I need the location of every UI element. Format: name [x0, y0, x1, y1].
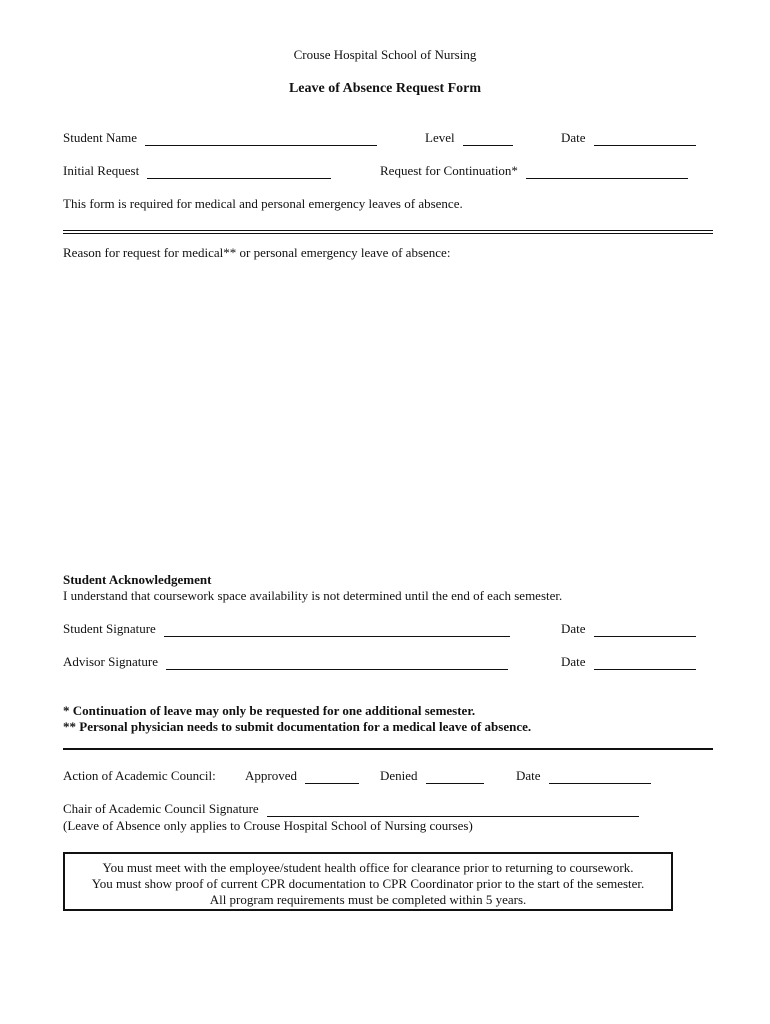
- council-action-label: Action of Academic Council:: [63, 768, 216, 783]
- acknowledgement-heading: Student Acknowledgement: [63, 572, 212, 587]
- intro-text: This form is required for medical and personal emergency leaves of absence.: [63, 196, 463, 211]
- institution-name: Crouse Hospital School of Nursing: [293, 47, 477, 62]
- advisor-signature-date-label: Date: [561, 654, 586, 669]
- approved-field[interactable]: [245, 768, 359, 784]
- student-signature-date-line[interactable]: [594, 624, 696, 637]
- advisor-signature-date-line[interactable]: [594, 657, 696, 670]
- date-label: Date: [561, 130, 586, 145]
- continuation-field[interactable]: [380, 163, 688, 179]
- denied-field[interactable]: [380, 768, 484, 784]
- student-signature-field[interactable]: [63, 621, 510, 637]
- date-line[interactable]: [594, 133, 696, 146]
- student-name-line[interactable]: [145, 133, 377, 146]
- notice-line-cpr: You must show proof of current CPR documentation to CPR Coordinator prior to the start of the semester.: [91, 876, 645, 891]
- chair-signature-line[interactable]: [267, 804, 639, 817]
- date-field[interactable]: [561, 130, 696, 146]
- student-signature-label: Student Signature: [63, 621, 156, 636]
- advisor-signature-line[interactable]: [166, 657, 508, 670]
- level-field[interactable]: [425, 130, 513, 146]
- advisor-signature-label: Advisor Signature: [63, 654, 158, 669]
- continuation-note: * Continuation of leave may only be requested for one additional semester.: [63, 703, 476, 718]
- acknowledgement-text: I understand that coursework space availability is not determined until the end of each semester.: [63, 588, 563, 603]
- student-signature-date-field[interactable]: [561, 621, 696, 637]
- student-name-label: Student Name: [63, 130, 138, 145]
- form-title: Leave of Absence Request Form: [288, 81, 482, 96]
- section-divider: [63, 230, 713, 234]
- denied-label: Denied: [380, 768, 418, 783]
- approved-line[interactable]: [305, 771, 359, 784]
- notice-line-health: You must meet with the employee/student health office for clearance prior to returning to coursework.: [102, 860, 634, 875]
- notice-line-completion: All program requirements must be completed within 5 years.: [209, 892, 527, 907]
- council-date-label: Date: [516, 768, 541, 783]
- physician-note: ** Personal physician needs to submit documentation for a medical leave of absence.: [63, 719, 532, 734]
- denied-line[interactable]: [426, 771, 484, 784]
- council-date-line[interactable]: [549, 771, 651, 784]
- advisor-signature-field[interactable]: [63, 654, 508, 670]
- level-line[interactable]: [463, 133, 513, 146]
- initial-request-line[interactable]: [147, 166, 331, 179]
- level-label: Level: [425, 130, 455, 145]
- approved-label: Approved: [245, 768, 297, 783]
- initial-request-field[interactable]: [63, 163, 331, 179]
- continuation-label: Request for Continuation*: [380, 163, 518, 178]
- initial-request-label: Initial Request: [63, 163, 140, 178]
- student-name-field[interactable]: [63, 130, 377, 146]
- requirements-notice-box: [63, 852, 673, 911]
- reason-label: Reason for request for medical** or personal emergency leave of absence:: [63, 245, 451, 260]
- student-signature-line[interactable]: [164, 624, 510, 637]
- chair-signature-label: Chair of Academic Council Signature: [63, 801, 259, 816]
- continuation-line[interactable]: [526, 166, 688, 179]
- council-date-field[interactable]: [516, 768, 651, 784]
- advisor-signature-date-field[interactable]: [561, 654, 696, 670]
- council-divider: [63, 748, 713, 750]
- applies-note: (Leave of Absence only applies to Crouse Hospital School of Nursing courses): [63, 818, 473, 833]
- chair-signature-field[interactable]: [63, 801, 639, 817]
- student-signature-date-label: Date: [561, 621, 586, 636]
- reason-text-area[interactable]: [63, 265, 713, 565]
